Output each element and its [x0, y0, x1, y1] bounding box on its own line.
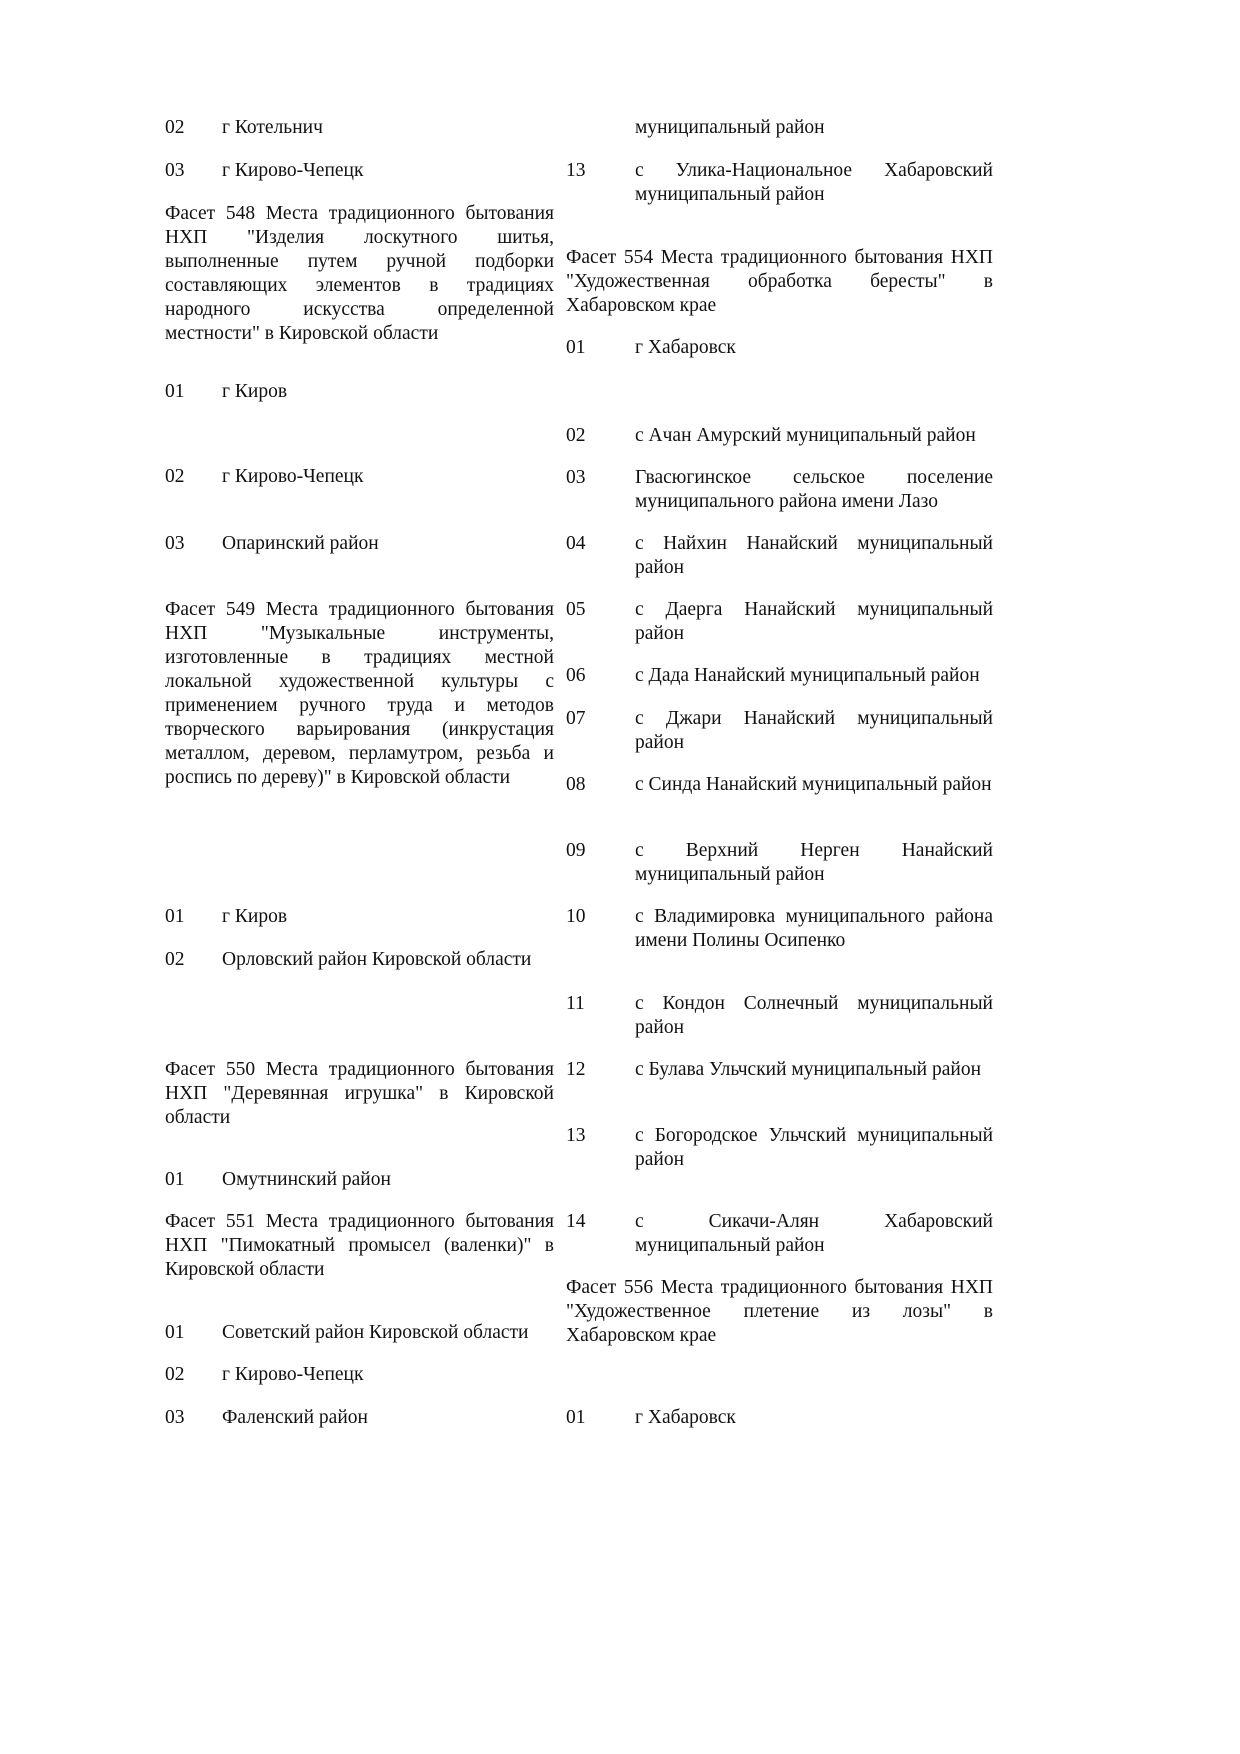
- item-name: с Верхний Нерген Нанайский муниципальный район: [635, 840, 993, 885]
- item-code: 02: [165, 1364, 185, 1385]
- item-code: 12: [566, 1059, 586, 1080]
- item-name: Гвасюгинское сельское поселение муниципального района имени Лазо: [635, 467, 993, 512]
- item-code: 13: [566, 1125, 586, 1146]
- item-code: 01: [165, 1322, 185, 1343]
- item-name: с Кондон Солнечный муниципальный район: [635, 993, 993, 1038]
- item-code: 03: [165, 533, 185, 554]
- item-code: 01: [566, 1407, 586, 1428]
- item-name: Фаленский район: [222, 1407, 368, 1428]
- item-name: Омутнинский район: [222, 1169, 391, 1190]
- item-code: 02: [566, 425, 586, 446]
- item-code: 06: [566, 665, 586, 686]
- item-code: 02: [165, 949, 185, 970]
- item-code: 02: [165, 466, 185, 487]
- item-code: 08: [566, 774, 586, 795]
- item-name: с Дада Нанайский муниципальный район: [635, 665, 980, 686]
- item-code: 03: [165, 160, 185, 181]
- item-code: 04: [566, 533, 586, 554]
- item-name: г Хабаровск: [635, 1407, 736, 1428]
- item-code: 10: [566, 906, 586, 927]
- item-code: 14: [566, 1211, 586, 1232]
- item-name: г Хабаровск: [635, 337, 736, 358]
- item-name: с Даерга Нанайский муниципальный район: [635, 599, 993, 644]
- item-code: 09: [566, 840, 586, 861]
- facet-heading-549: Фасет 549 Места традиционного бытования НХП "Музыкальные инструменты, изготовленные в традициях местной локальной художественной культуры с применением ручного труда и методов творческого варьирования (инкрустация металлом, деревом, перламутром, резьба и роспись по дереву)" в Кировской области: [165, 599, 554, 788]
- item-name: г Кирово-Чепецк: [222, 466, 364, 487]
- item-name: с Богородское Ульчский муниципальный район: [635, 1125, 993, 1170]
- facet-heading-554: Фасет 554 Места традиционного бытования НХП "Художественная обработка бересты" в Хабаровском крае: [566, 247, 993, 316]
- facet-heading-551: Фасет 551 Места традиционного бытования НХП "Пимокатный промысел (валенки)" в Кировской области: [165, 1211, 554, 1280]
- item-name: с Булава Ульчский муниципальный район: [635, 1059, 982, 1080]
- item-name: с Найхин Нанайский муниципальный район: [635, 533, 993, 578]
- item-code: 01: [165, 381, 185, 402]
- item-code: 01: [165, 1169, 185, 1190]
- item-name: с Улика-Национальное Хабаровский муниципальный район: [635, 160, 993, 205]
- item-code: 11: [566, 993, 585, 1014]
- item-code: 03: [165, 1407, 185, 1428]
- item-code: 02: [165, 117, 185, 138]
- item-name: Опаринский район: [222, 533, 379, 554]
- item-name: г Киров: [222, 906, 288, 927]
- item-name: с Владимировка муниципального района имени Полины Осипенко: [635, 906, 993, 951]
- item-name: с Сикачи-Алян Хабаровский муниципальный район: [635, 1211, 993, 1256]
- item-name: г Киров: [222, 381, 288, 402]
- item-code: 01: [165, 906, 185, 927]
- item-name: г Кирово-Чепецк: [222, 160, 364, 181]
- item-code: 07: [566, 708, 586, 729]
- facet-heading-556: Фасет 556 Места традиционного бытования НХП "Художественное плетение из лозы" в Хабаровском крае: [566, 1277, 993, 1346]
- facet-heading-550: Фасет 550 Места традиционного бытования НХП "Деревянная игрушка" в Кировской области: [165, 1059, 554, 1128]
- item-name: с Джари Нанайский муниципальный район: [635, 708, 993, 753]
- item-code: 05: [566, 599, 586, 620]
- item-name-continued: муниципальный район: [635, 117, 825, 138]
- item-name: с Синда Нанайский муниципальный район: [635, 774, 992, 795]
- item-code: 13: [566, 160, 586, 181]
- item-code: 01: [566, 337, 586, 358]
- facet-heading-548: Фасет 548 Места традиционного бытования НХП "Изделия лоскутного шитья, выполненные путем ручной подборки составляющих элементов в традициях народного искусства определенной местности" в Кировской области: [165, 203, 554, 344]
- item-name: г Кирово-Чепецк: [222, 1364, 364, 1385]
- item-name: Советский район Кировской области: [222, 1322, 529, 1343]
- item-code: 03: [566, 467, 586, 488]
- item-name: г Котельнич: [222, 117, 323, 138]
- item-name: с Ачан Амурский муниципальный район: [635, 425, 976, 446]
- item-name: Орловский район Кировской области: [222, 949, 532, 970]
